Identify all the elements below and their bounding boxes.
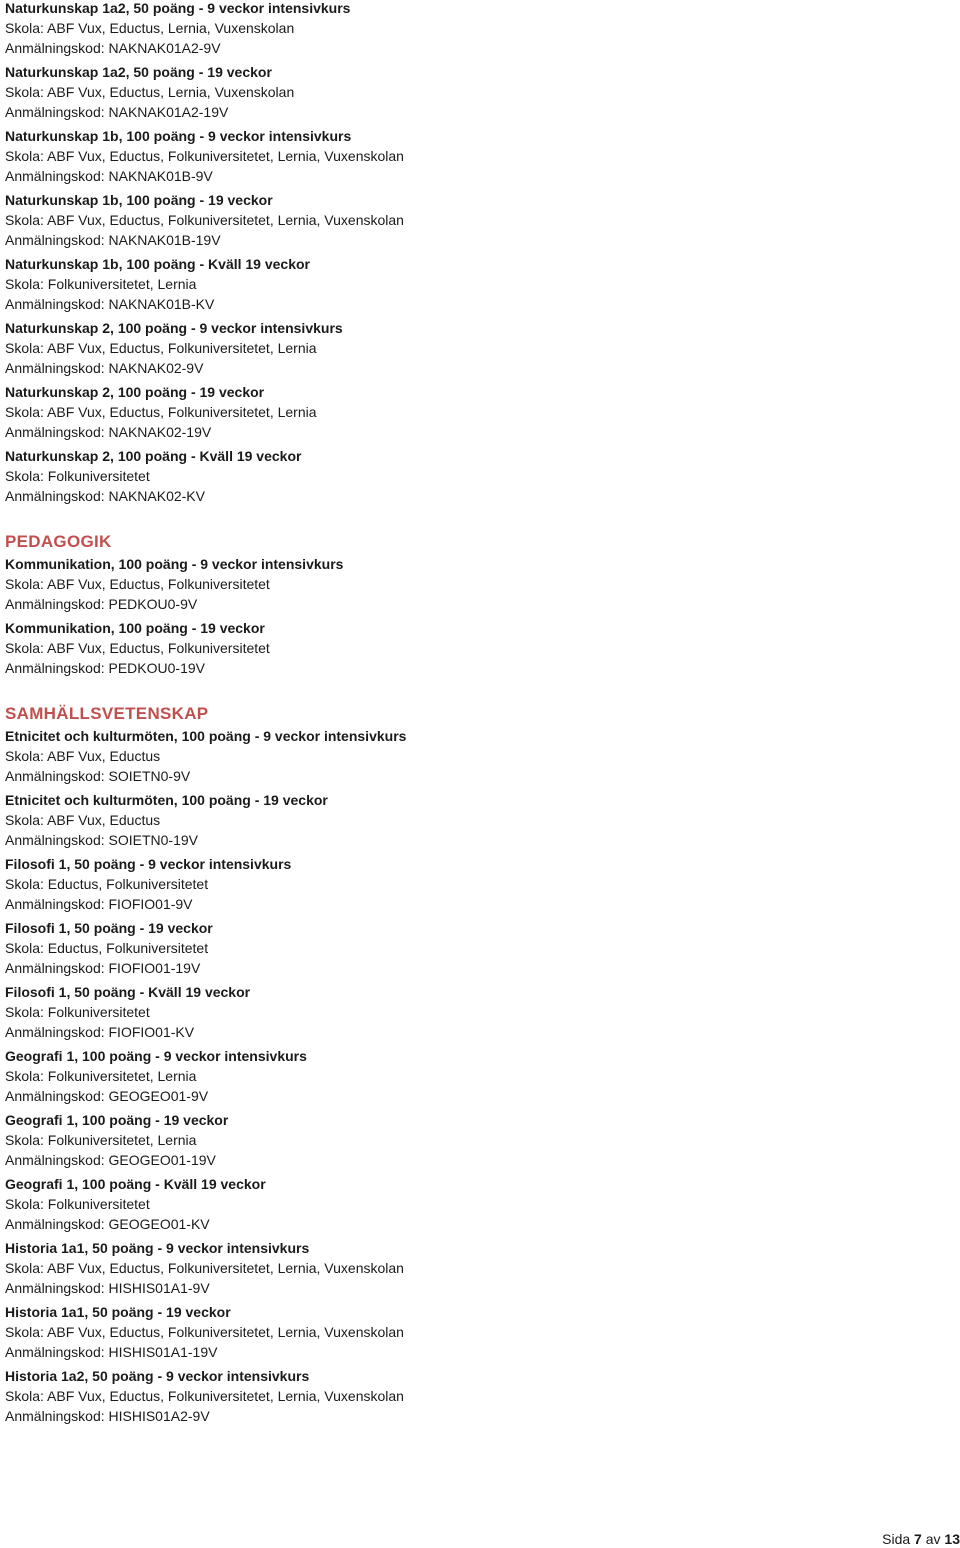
course-title: Geografi 1, 100 poäng - 19 veckor: [5, 1112, 229, 1128]
course-schools: Skola: Folkuniversitetet, Lernia: [5, 1068, 197, 1084]
page-label: Sida: [882, 1531, 911, 1547]
course-title: Historia 1a1, 50 poäng - 19 veckor: [5, 1304, 231, 1320]
course-entry: [5, 618, 955, 684]
course-title: Etnicitet och kulturmöten, 100 poäng - 19 veckor: [5, 792, 328, 808]
course-title: Filosofi 1, 50 poäng - 19 veckor: [5, 920, 213, 936]
course-code: Anmälningskod: NAKNAK02-19V: [5, 424, 212, 440]
course-title: Geografi 1, 100 poäng - 9 veckor intensivkurs: [5, 1048, 307, 1064]
course-schools: Skola: ABF Vux, Eductus, Folkuniversitetet: [5, 640, 270, 656]
course-code: Anmälningskod: FIOFIO01-KV: [5, 1024, 195, 1040]
course-title: Naturkunskap 1b, 100 poäng - 19 veckor: [5, 192, 273, 208]
course-entry: [5, 726, 955, 792]
course-schools: Skola: Folkuniversitetet: [5, 468, 150, 484]
course-schools: Skola: ABF Vux, Eductus, Folkuniversitetet, Lernia, Vuxenskolan: [5, 1324, 404, 1340]
course-schools: Skola: ABF Vux, Eductus: [5, 812, 161, 828]
course-schools: Skola: Folkuniversitetet: [5, 1196, 150, 1212]
course-schools: Skola: ABF Vux, Eductus, Folkuniversitetet, Lernia, Vuxenskolan: [5, 212, 404, 228]
course-entry: [5, 1302, 955, 1368]
section-title: PEDAGOGIK: [5, 532, 112, 551]
course-schools: Skola: ABF Vux, Eductus, Folkuniversitetet, Lernia, Vuxenskolan: [5, 1260, 404, 1276]
course-entry: [5, 1238, 955, 1304]
course-entry: [5, 0, 955, 64]
course-title: Filosofi 1, 50 poäng - 9 veckor intensivkurs: [5, 856, 292, 872]
page-separator: av: [925, 1531, 941, 1547]
course-entry: [5, 790, 955, 856]
course-code: Anmälningskod: HISHIS01A1-19V: [5, 1344, 218, 1360]
course-code: Anmälningskod: GEOGEO01-KV: [5, 1216, 210, 1232]
course-title: Naturkunskap 2, 100 poäng - Kväll 19 veckor: [5, 448, 302, 464]
course-entry: [5, 554, 955, 620]
course-schools: Skola: ABF Vux, Eductus, Folkuniversitetet, Lernia: [5, 404, 317, 420]
section-title: SAMHÄLLSVETENSKAP: [5, 704, 209, 723]
course-title: Naturkunskap 2, 100 poäng - 9 veckor intensivkurs: [5, 320, 343, 336]
course-title: Naturkunskap 1b, 100 poäng - Kväll 19 veckor: [5, 256, 311, 272]
course-code: Anmälningskod: NAKNAK02-9V: [5, 360, 204, 376]
course-entry: [5, 254, 955, 320]
course-schools: Skola: Folkuniversitetet, Lernia: [5, 276, 197, 292]
course-code: Anmälningskod: NAKNAK01B-19V: [5, 232, 221, 248]
course-code: Anmälningskod: NAKNAK01A2-19V: [5, 104, 229, 120]
course-entry: [5, 1046, 955, 1112]
course-schools: Skola: ABF Vux, Eductus, Folkuniversitetet, Lernia, Vuxenskolan: [5, 1388, 404, 1404]
course-schools: Skola: Folkuniversitetet, Lernia: [5, 1132, 197, 1148]
course-title: Etnicitet och kulturmöten, 100 poäng - 9 veckor intensivkurs: [5, 728, 407, 744]
course-code: Anmälningskod: NAKNAK01B-KV: [5, 296, 215, 312]
course-code: Anmälningskod: NAKNAK01A2-9V: [5, 40, 221, 56]
course-schools: Skola: ABF Vux, Eductus, Folkuniversitetet: [5, 576, 270, 592]
course-title: Historia 1a1, 50 poäng - 9 veckor intensivkurs: [5, 1240, 310, 1256]
page-total: 13: [944, 1531, 960, 1547]
course-title: Kommunikation, 100 poäng - 19 veckor: [5, 620, 265, 636]
course-entry: [5, 446, 955, 512]
course-entry: [5, 1110, 955, 1176]
course-code: Anmälningskod: HISHIS01A2-9V: [5, 1408, 210, 1424]
course-schools: Skola: ABF Vux, Eductus: [5, 748, 161, 764]
course-schools: Skola: ABF Vux, Eductus, Folkuniversitetet, Lernia: [5, 340, 317, 356]
course-title: Kommunikation, 100 poäng - 9 veckor intensivkurs: [5, 556, 344, 572]
section-heading-block: [5, 684, 955, 728]
course-code: Anmälningskod: GEOGEO01-9V: [5, 1088, 209, 1104]
section-heading-block: [5, 512, 955, 556]
course-entry: [5, 918, 955, 984]
course-code: Anmälningskod: FIOFIO01-19V: [5, 960, 201, 976]
course-entry: [5, 318, 955, 384]
course-title: Historia 1a2, 50 poäng - 9 veckor intensivkurs: [5, 1368, 310, 1384]
course-code: Anmälningskod: FIOFIO01-9V: [5, 896, 193, 912]
course-code: Anmälningskod: NAKNAK02-KV: [5, 488, 205, 504]
course-title: Geografi 1, 100 poäng - Kväll 19 veckor: [5, 1176, 266, 1192]
course-code: Anmälningskod: NAKNAK01B-9V: [5, 168, 213, 184]
course-entry: [5, 982, 955, 1048]
course-entry: [5, 854, 955, 920]
course-code: Anmälningskod: SOIETN0-19V: [5, 832, 198, 848]
course-schools: Skola: Eductus, Folkuniversitetet: [5, 876, 209, 892]
course-title: Filosofi 1, 50 poäng - Kväll 19 veckor: [5, 984, 251, 1000]
course-entry: [5, 1174, 955, 1240]
course-schools: Skola: Folkuniversitetet: [5, 1004, 150, 1020]
course-entry: [5, 126, 955, 192]
course-list: [5, 0, 955, 1432]
course-title: Naturkunskap 1a2, 50 poäng - 9 veckor intensivkurs: [5, 0, 351, 16]
course-code: Anmälningskod: HISHIS01A1-9V: [5, 1280, 210, 1296]
course-entry: [5, 190, 955, 256]
course-code: Anmälningskod: GEOGEO01-19V: [5, 1152, 216, 1168]
course-schools: Skola: Eductus, Folkuniversitetet: [5, 940, 209, 956]
course-code: Anmälningskod: PEDKOU0-9V: [5, 596, 198, 612]
course-title: Naturkunskap 1a2, 50 poäng - 19 veckor: [5, 64, 272, 80]
course-schools: Skola: ABF Vux, Eductus, Lernia, Vuxenskolan: [5, 20, 295, 36]
course-title: Naturkunskap 1b, 100 poäng - 9 veckor intensivkurs: [5, 128, 352, 144]
page-number: 7: [914, 1531, 922, 1547]
course-entry: [5, 382, 955, 448]
course-title: Naturkunskap 2, 100 poäng - 19 veckor: [5, 384, 265, 400]
course-entry: [5, 1366, 955, 1432]
course-code: Anmälningskod: PEDKOU0-19V: [5, 660, 205, 676]
course-schools: Skola: ABF Vux, Eductus, Folkuniversitetet, Lernia, Vuxenskolan: [5, 148, 404, 164]
course-code: Anmälningskod: SOIETN0-9V: [5, 768, 191, 784]
course-schools: Skola: ABF Vux, Eductus, Lernia, Vuxenskolan: [5, 84, 295, 100]
page-footer: [882, 1530, 960, 1548]
course-entry: [5, 62, 955, 128]
